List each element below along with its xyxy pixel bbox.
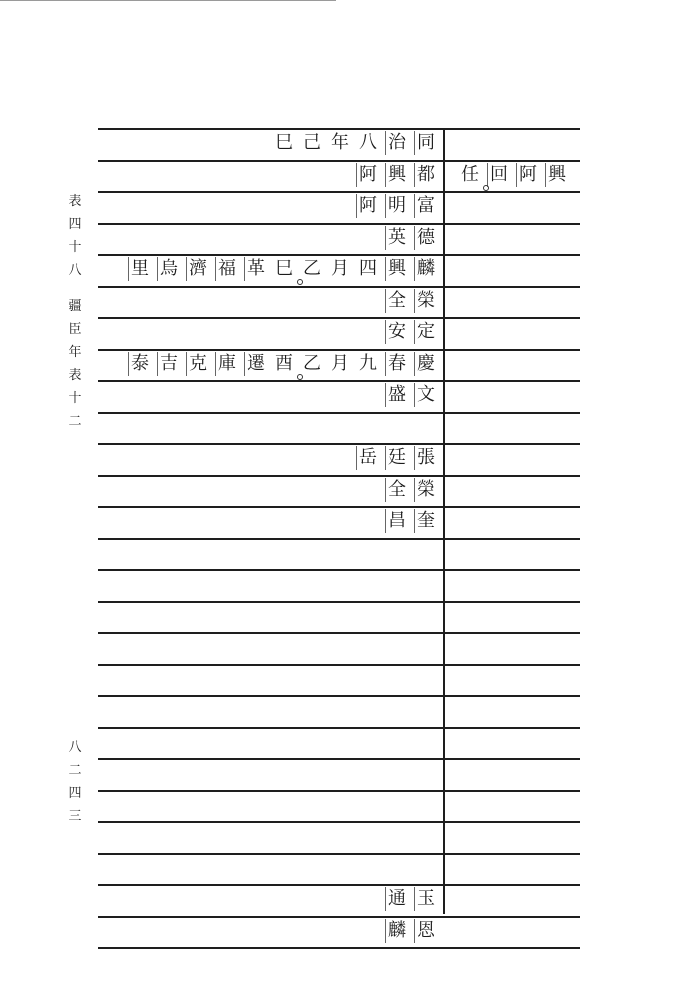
margin-subtitle-char: 表 bbox=[68, 368, 82, 383]
table-char: 麟 bbox=[385, 919, 408, 943]
table-row bbox=[98, 349, 580, 380]
table-row bbox=[98, 790, 580, 821]
table-char: 酉 bbox=[273, 352, 295, 376]
table-row bbox=[98, 223, 580, 254]
punctuation-circle bbox=[297, 279, 303, 285]
table-row bbox=[98, 601, 580, 632]
table-char: 春 bbox=[385, 352, 408, 376]
page-number-char: 四 bbox=[68, 786, 82, 801]
margin-subtitle-char: 十 bbox=[68, 391, 82, 406]
table-row bbox=[98, 884, 580, 915]
table-row bbox=[98, 758, 580, 789]
table-row bbox=[98, 538, 580, 569]
note-cell bbox=[459, 163, 568, 187]
top-edge-rule bbox=[0, 0, 336, 1]
table-char: 榮 bbox=[414, 289, 437, 313]
table-char: 己 bbox=[303, 132, 321, 153]
table-char: 泰 bbox=[128, 352, 151, 376]
name-cell bbox=[385, 509, 437, 533]
table-row bbox=[98, 380, 580, 411]
table-char: 乙 bbox=[303, 353, 321, 374]
table-row bbox=[98, 254, 580, 285]
table-char: 同 bbox=[414, 131, 437, 155]
table-char: 榮 bbox=[414, 478, 437, 502]
table-char: 月 bbox=[331, 353, 349, 374]
table-char: 八 bbox=[359, 132, 377, 153]
table-char: 慶 bbox=[414, 352, 437, 376]
margin-title-char: 八 bbox=[68, 263, 82, 278]
name-cell bbox=[356, 446, 437, 470]
name-cell bbox=[385, 320, 437, 344]
name-cell bbox=[385, 887, 437, 911]
table-char: 玉 bbox=[414, 887, 437, 911]
margin-subtitle bbox=[64, 295, 86, 433]
table-char: 阿 bbox=[356, 163, 379, 187]
table-char: 明 bbox=[385, 194, 408, 218]
table-row bbox=[98, 506, 580, 537]
margin-title-char: 四 bbox=[68, 217, 82, 232]
name-cell bbox=[128, 257, 437, 281]
table-row bbox=[98, 443, 580, 474]
table-char: 回 bbox=[487, 163, 510, 187]
table-char: 都 bbox=[414, 163, 437, 187]
table-char: 遷 bbox=[244, 352, 267, 376]
table-row bbox=[98, 727, 580, 758]
table-char: 文 bbox=[414, 383, 437, 407]
name-cell bbox=[356, 163, 437, 187]
table-char: 濟 bbox=[186, 257, 209, 281]
table-row bbox=[98, 632, 580, 663]
page-number-char: 二 bbox=[68, 763, 82, 778]
name-cell bbox=[385, 226, 437, 250]
table-row bbox=[98, 695, 580, 726]
table-row bbox=[98, 128, 580, 159]
name-cell bbox=[385, 289, 437, 313]
table-char: 盛 bbox=[385, 383, 408, 407]
page-number-char: 八 bbox=[68, 740, 82, 755]
table-char: 全 bbox=[385, 478, 408, 502]
table-row bbox=[98, 160, 580, 191]
table-char: 岳 bbox=[356, 446, 379, 470]
table-char: 月 bbox=[331, 258, 349, 279]
table-char: 九 bbox=[359, 353, 377, 374]
table-char: 福 bbox=[215, 257, 238, 281]
table-char: 麟 bbox=[414, 257, 437, 281]
margin-subtitle-char: 疆 bbox=[68, 299, 82, 314]
margin-title bbox=[64, 190, 86, 282]
table-char: 富 bbox=[414, 194, 437, 218]
table-char: 克 bbox=[186, 352, 209, 376]
name-cell bbox=[128, 352, 437, 376]
table-char: 興 bbox=[385, 163, 408, 187]
table-char: 通 bbox=[385, 887, 408, 911]
table-char: 興 bbox=[545, 163, 568, 187]
table-row bbox=[98, 916, 580, 947]
table-char: 興 bbox=[385, 257, 408, 281]
table-char: 吉 bbox=[157, 352, 180, 376]
margin-subtitle-char: 二 bbox=[68, 414, 82, 429]
name-cell bbox=[385, 383, 437, 407]
table-char: 革 bbox=[244, 257, 267, 281]
table-char: 阿 bbox=[516, 163, 539, 187]
table-row bbox=[98, 475, 580, 506]
table-char: 張 bbox=[414, 446, 437, 470]
table-char: 定 bbox=[414, 320, 437, 344]
table-char: 英 bbox=[385, 226, 408, 250]
table-char: 庫 bbox=[215, 352, 238, 376]
name-cell bbox=[273, 131, 437, 155]
table-char: 烏 bbox=[157, 257, 180, 281]
table-row bbox=[98, 853, 580, 884]
margin-title-char: 表 bbox=[68, 194, 82, 209]
table-row bbox=[98, 821, 580, 852]
table-row bbox=[98, 286, 580, 317]
table-char: 德 bbox=[414, 226, 437, 250]
margin-title-char: 十 bbox=[68, 240, 82, 255]
table-char: 安 bbox=[385, 320, 408, 344]
table-char: 巳 bbox=[275, 132, 293, 153]
margin-subtitle-char: 臣 bbox=[68, 322, 82, 337]
table-char: 恩 bbox=[414, 919, 437, 943]
table-row bbox=[98, 664, 580, 695]
name-cell bbox=[385, 919, 437, 943]
table-row bbox=[98, 569, 580, 600]
page-number bbox=[64, 736, 86, 828]
table-char: 全 bbox=[385, 289, 408, 313]
table-char: 昌 bbox=[385, 509, 408, 533]
name-cell bbox=[385, 478, 437, 502]
table-row bbox=[98, 191, 580, 222]
table-char: 奎 bbox=[414, 509, 437, 533]
table-row bbox=[98, 317, 580, 348]
table-char: 任 bbox=[459, 163, 481, 187]
table-char: 乙 bbox=[303, 258, 321, 279]
table-char: 巳 bbox=[273, 257, 295, 281]
table-char: 年 bbox=[331, 132, 349, 153]
table-char: 廷 bbox=[385, 446, 408, 470]
margin-subtitle-char: 年 bbox=[68, 345, 82, 360]
table-char: 治 bbox=[385, 131, 408, 155]
table-row bbox=[98, 412, 580, 443]
row-rule bbox=[98, 947, 580, 949]
name-cell bbox=[356, 194, 437, 218]
table-char: 四 bbox=[359, 258, 377, 279]
page-number-char: 三 bbox=[68, 809, 82, 824]
table-char: 里 bbox=[128, 257, 151, 281]
table-char: 阿 bbox=[356, 194, 379, 218]
